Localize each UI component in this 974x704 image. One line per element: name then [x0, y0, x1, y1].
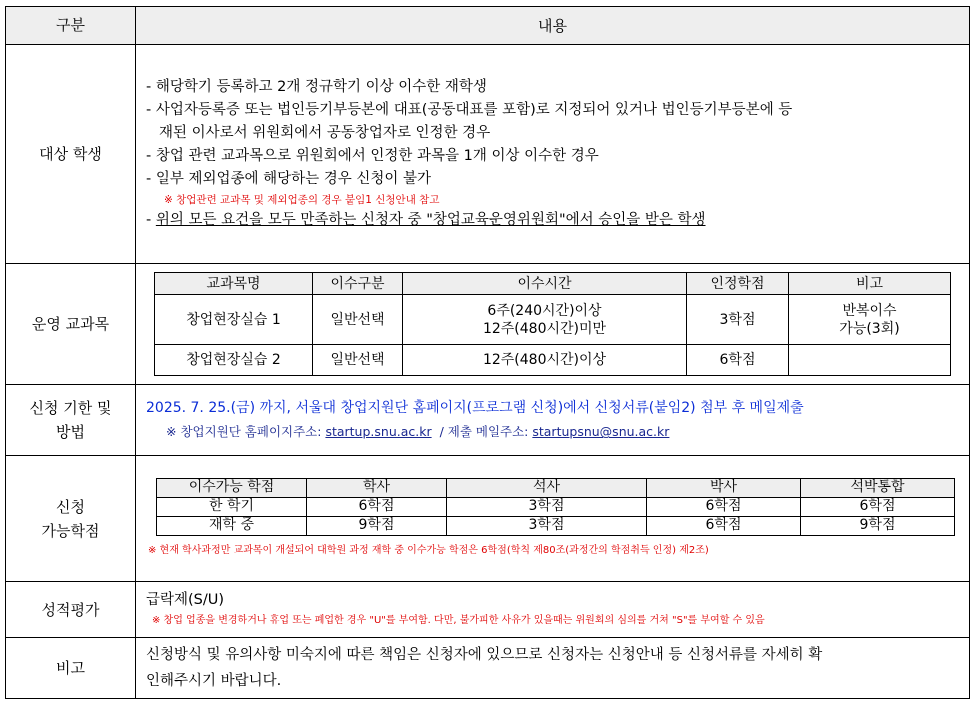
remarks-line: 신청방식 및 유의사항 미숙지에 따른 책임은 신청자에 있으므로 신청자는 신청안내 등 신청서류를 자세히 확 — [146, 647, 823, 664]
apply-label-line: 방법 — [56, 423, 85, 442]
course-credit: 3학점 — [687, 295, 789, 345]
credit-label-line: 가능학점 — [41, 521, 100, 540]
apply-sub-text — [146, 420, 959, 443]
course-table — [154, 272, 951, 376]
course-note — [789, 345, 951, 376]
target-item: - 일부 제외업종에 해당하는 경우 신청이 불가 — [146, 170, 432, 187]
remarks-label: 비고 — [6, 638, 136, 699]
target-last-prefix: - — [146, 211, 156, 228]
table-row — [157, 516, 955, 535]
credit-col-header: 박사 — [647, 478, 801, 497]
credit-cell: 6학점 — [801, 497, 955, 516]
credit-cell: 9학점 — [307, 516, 447, 535]
target-row — [6, 44, 970, 263]
target-label: 대상 학생 — [6, 44, 136, 263]
target-last-text: 위의 모든 요건을 모두 만족하는 신청자 중 "창업교육운영위원회"에서 승인을 받은 학생 — [155, 211, 706, 228]
course-type: 일반선택 — [313, 345, 403, 376]
course-time-line: 12주(480시간)미만 — [482, 320, 607, 337]
email-link[interactable]: startupsnu@snu.ac.kr — [532, 424, 670, 440]
target-note: ※ 창업관련 교과목 및 제외업종의 경우 붙임1 신청안내 참고 — [164, 193, 440, 206]
header-row — [6, 7, 970, 45]
homepage-link[interactable]: startup.snu.ac.kr — [325, 424, 432, 440]
course-col-header: 이수시간 — [403, 273, 687, 295]
credit-cell: 9학점 — [801, 516, 955, 535]
apply-mail-prefix: / 제출 메일주소: — [439, 424, 533, 440]
target-item: - 사업자등록증 또는 법인등기부등본에 대표(공동대표를 포함)로 지정되어 있거나 법인등기부등본에 등 — [146, 101, 793, 118]
header-content: 내용 — [136, 7, 970, 45]
remarks-row — [6, 638, 970, 699]
apply-main-text: 2025. 7. 25.(금) 까지, 서울대 창업지원단 홈페이지(프로그램 신청)에서 신청서류(붙임2) 첨부 후 메일제출 — [146, 400, 804, 417]
credit-cell: 한 학기 — [157, 497, 307, 516]
credit-col-header: 석박통합 — [801, 478, 955, 497]
course-note-line: 반복이수 — [842, 302, 897, 319]
course-col-header: 교과목명 — [155, 273, 313, 295]
course-note-line: 가능(3회) — [839, 320, 900, 337]
credit-label-line: 신청 — [56, 497, 85, 516]
evaluation-content — [136, 582, 970, 638]
target-content — [136, 44, 970, 263]
apply-content — [136, 385, 970, 456]
credit-col-header: 석사 — [447, 478, 647, 497]
course-type: 일반선택 — [313, 295, 403, 345]
course-note — [789, 295, 951, 345]
table-row — [157, 497, 955, 516]
credit-col-header: 학사 — [307, 478, 447, 497]
credit-col-header: 이수가능 학점 — [157, 478, 307, 497]
course-name: 창업현장실습 1 — [155, 295, 313, 345]
evaluation-label: 성적평가 — [6, 582, 136, 638]
apply-site-prefix: ※ 창업지원단 홈페이지주소: — [166, 424, 326, 440]
credit-cell: 재학 중 — [157, 516, 307, 535]
target-item: 재된 이사로서 위원회에서 공동창업자로 인정한 경우 — [159, 124, 491, 141]
apply-row — [6, 385, 970, 456]
credit-cell: 3학점 — [447, 516, 647, 535]
credit-header-row — [157, 478, 955, 497]
table-row — [155, 345, 951, 376]
target-last-item — [146, 209, 959, 232]
evaluation-note: ※ 창업 업종을 변경하거나 휴업 또는 폐업한 경우 "U"를 부여함. 다만, 불가피한 사유가 있을때는 위원회의 심의를 거쳐 "S"를 부여할 수 있음 — [152, 615, 765, 627]
target-item: - 창업 관련 교과목으로 위원회에서 인정한 과목을 1개 이상 이수한 경우 — [146, 147, 599, 164]
course-content — [136, 263, 970, 385]
credit-cell: 6학점 — [647, 497, 801, 516]
apply-label — [6, 385, 136, 456]
table-row — [155, 295, 951, 345]
credit-table — [156, 478, 955, 536]
course-header-row — [155, 273, 951, 295]
evaluation-row — [6, 582, 970, 638]
course-col-header: 이수구분 — [313, 273, 403, 295]
course-row — [6, 263, 970, 385]
credit-label — [6, 456, 136, 582]
credit-cell: 6학점 — [647, 516, 801, 535]
credit-row — [6, 456, 970, 582]
apply-label-line: 신청 기한 및 — [29, 399, 112, 418]
course-col-header: 인정학점 — [687, 273, 789, 295]
course-time-line: 6주(240시간)이상 — [487, 302, 602, 319]
course-time — [403, 295, 687, 345]
credit-note: ※ 현재 학사과정만 교과목이 개설되어 대학원 과정 재학 중 이수가능 학점은 6학점(학칙 제80조(과정간의 학점취득 인정) 제2조) — [148, 544, 709, 556]
course-credit: 6학점 — [687, 345, 789, 376]
remarks-content — [136, 638, 970, 699]
credit-cell: 6학점 — [307, 497, 447, 516]
credit-cell: 3학점 — [447, 497, 647, 516]
course-time: 12주(480시간)이상 — [403, 345, 687, 376]
info-table — [5, 6, 970, 699]
remarks-line: 인해주시기 바랍니다. — [146, 673, 282, 690]
target-item: - 해당학기 등록하고 2개 정규학기 이상 이수한 재학생 — [146, 78, 487, 95]
course-col-header: 비고 — [789, 273, 951, 295]
course-label: 운영 교과목 — [6, 263, 136, 385]
credit-content — [136, 456, 970, 582]
evaluation-text: 급락제(S/U) — [146, 592, 225, 609]
course-name: 창업현장실습 2 — [155, 345, 313, 376]
header-category: 구분 — [6, 7, 136, 45]
